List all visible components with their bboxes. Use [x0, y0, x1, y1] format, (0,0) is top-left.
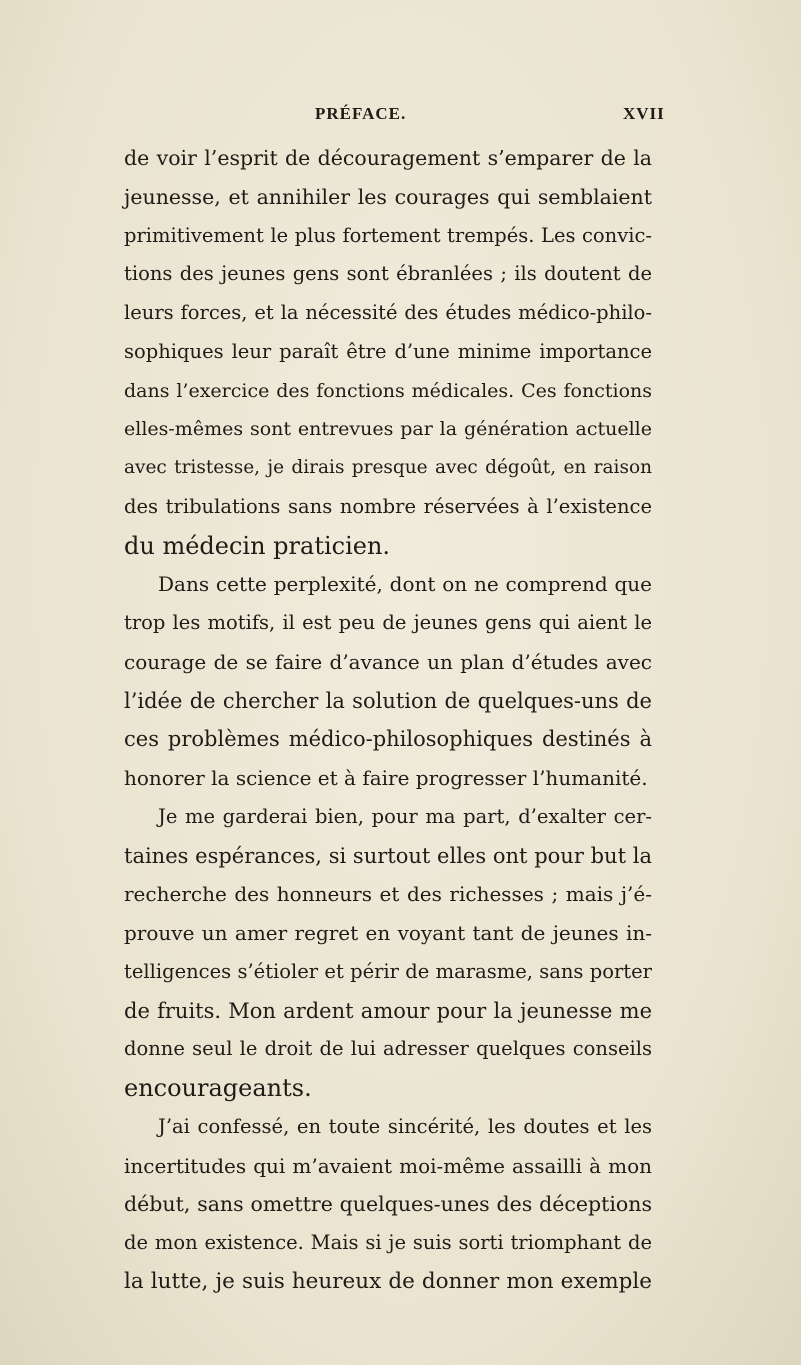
text-line: avec tristesse, je dirais presque avec dégoût, en raison — [124, 457, 652, 478]
text-line: début, sans omettre quelques-unes des déceptions — [124, 1192, 652, 1217]
page-header — [0, 104, 801, 128]
text-line: l’idée de chercher la solution de quelques-uns de — [124, 688, 652, 713]
text-line: taines espérances, si surtout elles ont pour but la — [124, 843, 652, 868]
text-line: de mon existence. Mais si je suis sorti triomphant de — [124, 1231, 652, 1254]
text-line: elles-mêmes sont entrevues par la génération actuelle — [124, 418, 652, 441]
paragraph-start-line: J’ai confessé, en toute sincérité, les doutes et les — [158, 1114, 652, 1138]
paragraph-start-line: Je me garderai bien, pour ma part, d’exalter cer- — [158, 804, 652, 828]
page-number: XVII — [623, 104, 665, 123]
text-line: telligences s’étioler et périr de marasme, sans porter — [124, 959, 652, 983]
text-line: sophiques leur paraît être d’une minime importance — [124, 339, 652, 363]
text-line: incertitudes qui m’avaient moi-même assailli à mon — [124, 1153, 652, 1178]
text-line: ces problèmes médico-philosophiques destinés à — [124, 727, 652, 752]
text-line: la lutte, je suis heureux de donner mon exemple — [124, 1268, 652, 1294]
text-line: recherche des honneurs et des richesses ; mais j’é- — [124, 882, 652, 907]
paragraph-end-line: honorer la science et à faire progresser l’humanité. — [124, 766, 648, 790]
text-line: tions des jeunes gens sont ébranlées ; ils doutent de — [124, 262, 652, 286]
text-line: courage de se faire d’avance un plan d’études avec — [124, 649, 652, 674]
text-line: de fruits. Mon ardent amour pour la jeunesse me — [124, 998, 652, 1023]
text-line: jeunesse, et annihiler les courages qui semblaient — [124, 184, 652, 209]
text-line: dans l’exercice des fonctions médicales. Ces fonctions — [124, 379, 652, 402]
text-line: des tribulations sans nombre réservées à l’existence — [124, 494, 652, 518]
text-line: trop les motifs, il est peu de jeunes gens qui aient le — [124, 611, 652, 634]
text-line: de voir l’esprit de découragement s’emparer de la — [124, 146, 652, 170]
text-line: prouve un amer regret en voyant tant de jeunes in- — [124, 921, 652, 945]
text-line: leurs forces, et la nécessité des études médico-philo- — [124, 301, 652, 324]
paragraph-end-line: du médecin praticien. — [124, 531, 391, 560]
paragraph-start-line: Dans cette perplexité, dont on ne comprend que — [158, 572, 652, 597]
body-text — [124, 139, 652, 1302]
paragraph-end-line: encourageants. — [124, 1074, 312, 1102]
text-line: donne seul le droit de lui adresser quelques conseils — [124, 1037, 652, 1061]
text-line: primitivement le plus fortement trempés. Les convic- — [124, 223, 652, 247]
running-title: PRÉFACE. — [315, 104, 407, 123]
